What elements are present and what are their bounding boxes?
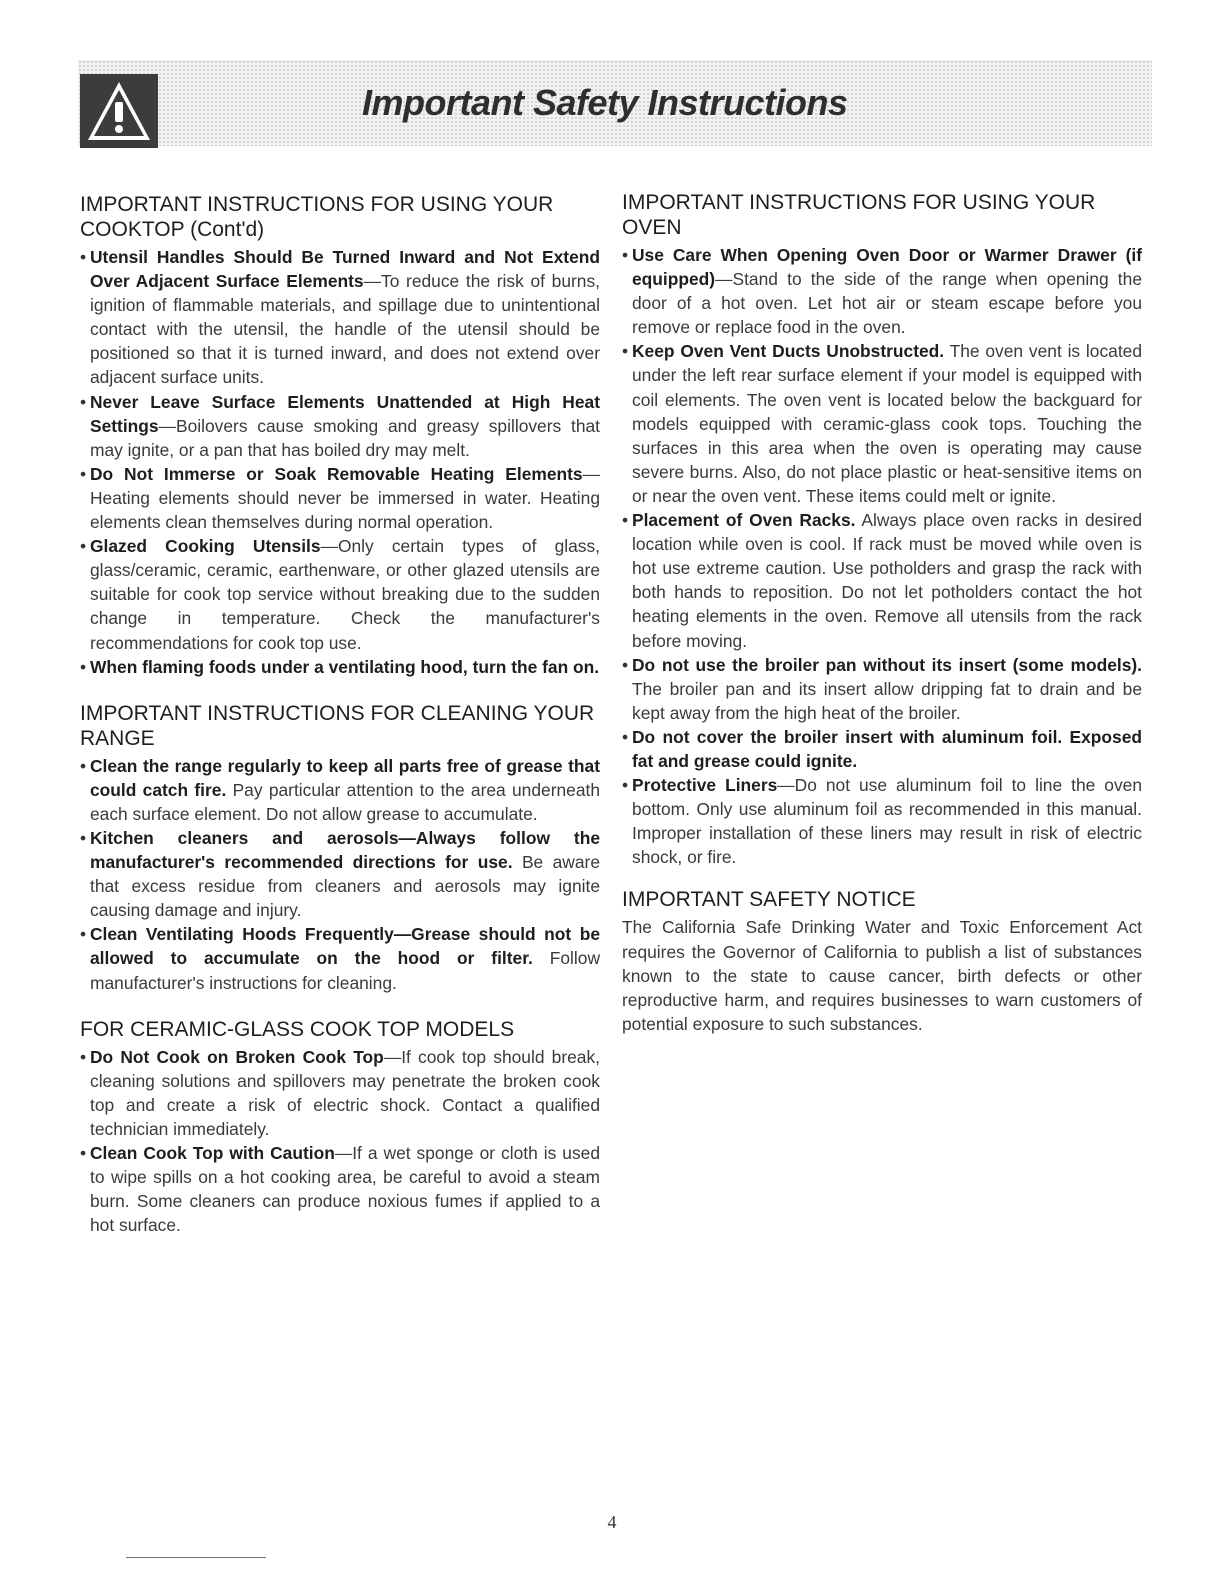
item-body: —Boilovers cause smoking and greasy spillovers that may ignite, or a pan that has boiled dry may melt. (90, 415, 600, 460)
list-item (80, 922, 600, 994)
item-body: —If a wet sponge or cloth is used to wipe spills on a hot cooking area, be careful to avoid a steam burn. Some cleaners can produce noxious fumes if applied to a hot surface. (90, 1143, 600, 1236)
page-title: Important Safety Instructions (362, 82, 848, 123)
item-lead: Do Not Immerse or Soak Removable Heating Elements (90, 463, 583, 484)
item-body: — Heating elements should never be immersed in water. Heating elements clean themselves during normal operation. (90, 463, 600, 533)
item-body: Pay particular attention to the area underneath each surface element. Do not allow grease to accumulate. (90, 779, 601, 824)
item-body: —Stand to the side of the range when opening the door of a hot oven. Let hot air or steam escape before you remove or replace food in the oven. (632, 269, 1142, 338)
item-body: —Do not use aluminum foil to line the oven bottom. Only use aluminum foil as recommended in this manual. Improper installation of these liners may result in risk of electric shock, or fire. (632, 775, 1142, 868)
item-lead: Utensil Handles Should Be Turned Inward and Not Extend Over Adjacent Surface Elements (90, 247, 600, 292)
page-number: 4 (607, 1512, 617, 1532)
list-item (80, 1141, 600, 1237)
item-body: —To reduce the risk of burns, ignition of flammable materials, and spillage due to unintentional contact with the utensil, the handle of the utensil should be positioned so that it is turned inward, and does not extend over adjacent surface units. (90, 271, 600, 388)
list-item (622, 653, 1142, 725)
list-item (80, 462, 600, 534)
item-lead: Use Care When Opening Oven Door or Warmer Drawer (if equipped) (632, 245, 1142, 290)
section-heading: IMPORTANT INSTRUCTIONS FOR CLEANING YOUR RANGE (80, 701, 595, 750)
list-item (622, 725, 1142, 773)
item-lead: Clean the range regularly to keep all parts free of grease that could catch fire. (90, 755, 600, 800)
ceramic-glass-section (80, 1017, 600, 1238)
item-body: The broiler pan and its insert allow dripping fat to drain and be kept away from the high heat of the broiler. (632, 678, 1142, 723)
item-lead: Clean Ventilating Hoods Frequently—Grease should not be allowed to accumulate on the hood or filter. (90, 924, 600, 969)
section-heading: IMPORTANT SAFETY NOTICE (622, 888, 916, 912)
item-body: Be aware that excess residue from cleaners and aerosols may ignite causing damage and injury. (90, 852, 600, 921)
list-item (80, 1045, 600, 1141)
list-item (622, 773, 1142, 869)
cleaning-section (80, 701, 600, 995)
list-item (622, 339, 1142, 508)
section-heading: IMPORTANT INSTRUCTIONS FOR USING YOUR OVEN (622, 191, 1096, 239)
list-item (80, 826, 600, 922)
item-lead: Protective Liners (632, 775, 778, 796)
item-body: —If cook top should break, cleaning solutions and spillovers may penetrate the broken cook top and create a risk of electric shock. Contact a qualified technician immediately. (90, 1046, 600, 1139)
list-item (80, 754, 600, 826)
list-item (80, 534, 600, 654)
item-lead: Clean Cook Top with Caution (90, 1143, 335, 1163)
cooktop-section (80, 192, 600, 679)
item-lead: Do not use the broiler pan without its insert (some models). (632, 654, 1142, 675)
item-lead: Kitchen cleaners and aerosols—Always follow the manufacturer's recommended directions for use. (90, 827, 600, 873)
item-lead: Glazed Cooking Utensils (90, 536, 321, 557)
footer-rule (126, 1557, 266, 1558)
item-lead: When flaming foods under a ventilating hood, turn the fan on. (90, 656, 600, 677)
warning-badge (80, 74, 158, 148)
list-item (622, 243, 1142, 339)
list-item (80, 655, 600, 679)
item-body: Always place oven racks in desired location while oven is cool. If rack must be moved while oven is hot use extreme caution. Use potholders and grasp the rack with both hands to reposition. Do not let potholders contact the hot heating elements in the oven. Remove all utensils from the rack before moving. (632, 510, 1142, 651)
item-body: —Only certain types of glass, glass/ceramic, ceramic, earthenware, or other glazed utensils are suitable for cook top service without breaking due to the sudden change in temperature. Check the manufacturer's recommendations for cook top use. (90, 536, 601, 653)
list-item (622, 508, 1142, 653)
section-heading: IMPORTANT INSTRUCTIONS FOR USING YOUR COOKTOP (Cont'd) (80, 193, 554, 241)
warning-triangle-icon (86, 80, 152, 142)
item-body: The oven vent is located under the left rear surface element if your model is equipped with coil elements. The oven vent is located below the backguard for models equipped with ceramic-glass cook tops. Touching the surfaces in this area when the oven is operating may cause severe burns. Also, do not place plastic or heat-sensitive items on or near the oven vent. These items could melt or ignite. (632, 341, 1143, 506)
item-body: Follow manufacturer's instructions for cleaning. (90, 948, 600, 993)
oven-section (622, 190, 1142, 869)
item-lead: Placement of Oven Racks. (632, 510, 856, 531)
list-item (80, 245, 600, 390)
item-lead: Do Not Cook on Broken Cook Top (90, 1046, 384, 1067)
left-column (80, 192, 600, 1255)
list-item (80, 390, 600, 462)
section-heading: FOR CERAMIC-GLASS COOK TOP MODELS (80, 1017, 515, 1041)
right-column (622, 190, 1142, 1054)
safety-notice-section (622, 887, 1142, 1035)
notice-text: The California Safe Drinking Water and Toxic Enforcement Act requires the Governor of California to publish a list of substances known to the state to cause cancer, birth defects or other reproductive harm, and requires businesses to warn customers of potential exposure to such substances. (622, 917, 1142, 1034)
item-lead: Do not cover the broiler insert with aluminum foil. Exposed fat and grease could ignite. (632, 726, 1142, 771)
item-lead: Keep Oven Vent Ducts Unobstructed. (632, 341, 945, 362)
item-lead: Never Leave Surface Elements Unattended at High Heat Settings (90, 391, 600, 436)
